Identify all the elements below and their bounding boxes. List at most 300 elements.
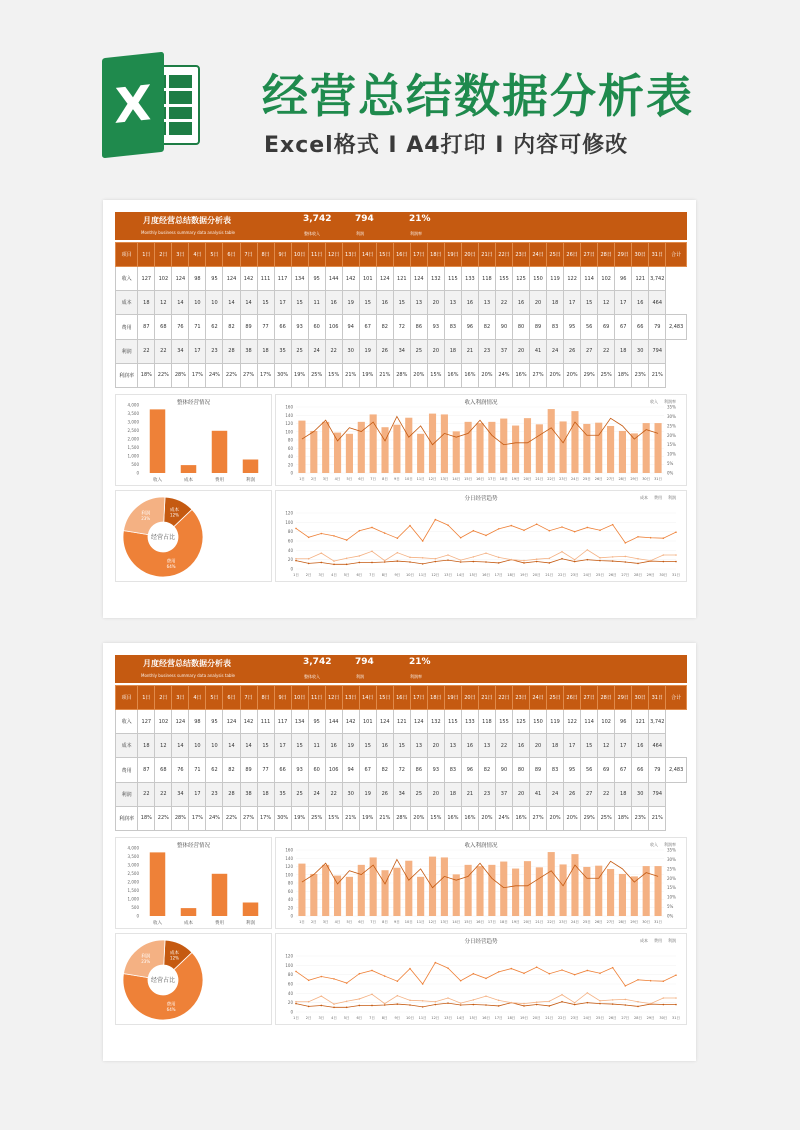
slice-label: 成本 [169, 951, 179, 957]
series-point [637, 1006, 639, 1008]
bar [150, 409, 166, 473]
table-cell: 124 [172, 710, 189, 734]
table-cell: 80 [513, 758, 530, 782]
table-header-cell: 8日 [257, 686, 274, 710]
series-point [435, 1004, 437, 1006]
bar [212, 431, 228, 473]
table-header-cell: 24日 [530, 686, 547, 710]
table-cell: 101 [359, 710, 376, 734]
table-cell: 82 [223, 758, 240, 782]
kpi-label: 利润率 [410, 231, 422, 236]
table-cell: 17 [274, 734, 291, 758]
x-tick-label: 23日 [559, 920, 568, 924]
series-point [675, 997, 677, 999]
table-row [116, 710, 687, 734]
table-cell: 2,483 [666, 758, 687, 782]
series-point [346, 1000, 348, 1002]
table-cell: 18 [615, 339, 632, 363]
income-bar [560, 864, 567, 916]
series-point [422, 1006, 424, 1008]
table-cell: 23 [478, 339, 495, 363]
x-tick-label: 29日 [630, 477, 639, 481]
table-cell: 794 [649, 782, 666, 806]
x-tick-label: 11日 [418, 573, 427, 577]
y-tick-label: 3,500 [127, 411, 139, 416]
income-bar [441, 414, 448, 473]
table-header-cell: 9日 [274, 686, 291, 710]
table-cell: 13 [410, 291, 427, 315]
table-cell: 25 [291, 782, 308, 806]
table-cell: 3,742 [649, 267, 666, 291]
income-bar [583, 867, 590, 916]
donut-center-label: 经营占比 [150, 534, 176, 541]
table-cell: 89 [530, 315, 547, 339]
series-point [587, 527, 589, 529]
series-point [650, 980, 652, 982]
table-cell: 122 [564, 267, 581, 291]
table-header-cell: 20日 [461, 243, 478, 267]
table-cell: 22% [223, 806, 240, 830]
report-subtitle: Monthly business summary data analysis table [141, 673, 236, 678]
table-cell: 13 [444, 291, 461, 315]
table-cell: 14 [223, 291, 240, 315]
series-point [295, 971, 297, 973]
table-cell: 21% [342, 363, 359, 387]
income-bar [370, 414, 377, 473]
series-point [460, 1004, 462, 1006]
table-cell: 144 [325, 710, 342, 734]
x-tick-label: 22日 [547, 920, 556, 924]
table-cell: 142 [240, 267, 257, 291]
y-tick-label: 3,000 [127, 419, 139, 425]
table-cell: 90 [495, 315, 512, 339]
x-tick-label: 8日 [381, 1016, 388, 1020]
table-cell: 118 [478, 267, 495, 291]
donut-center-label: 经营占比 [150, 977, 176, 984]
page-subtitle: Excel格式 I A4打印 I 内容可修改 [264, 133, 629, 158]
table-header-cell: 25日 [547, 686, 564, 710]
table-cell: 67 [359, 758, 376, 782]
income-bar [405, 418, 412, 473]
table-cell: 14 [223, 734, 240, 758]
income-chart-panel [275, 837, 687, 929]
kpi-label: 利润 [356, 231, 364, 236]
series-point [536, 1001, 538, 1003]
series-point [612, 999, 614, 1001]
x-tick-label: 31日 [672, 573, 680, 577]
table-row [116, 291, 687, 315]
table-cell: 11 [308, 734, 325, 758]
table-cell: 20 [427, 291, 444, 315]
income-bar [548, 852, 555, 916]
table-row [116, 806, 687, 830]
table-header-cell: 17日 [410, 243, 427, 267]
x-tick-label: 20日 [523, 920, 532, 924]
table-cell: 56 [581, 315, 598, 339]
series-point [346, 564, 348, 566]
x-tick-label: 18日 [507, 1016, 516, 1020]
table-row [116, 734, 687, 758]
table-cell: 83 [444, 315, 461, 339]
y-tick-label: 100 [285, 429, 293, 435]
table-header-cell: 18日 [427, 686, 444, 710]
series-point [308, 558, 310, 560]
table-cell: 利润 [116, 339, 138, 363]
table-cell: 16% [444, 806, 461, 830]
series-point [599, 529, 601, 531]
kpi-value: 3,742 [303, 657, 332, 667]
table-header-cell: 26日 [564, 243, 581, 267]
series-point [333, 1003, 335, 1005]
table-cell: 22 [138, 782, 155, 806]
series-point [397, 1003, 399, 1005]
table-cell: 71 [189, 315, 206, 339]
table-cell: 155 [495, 710, 512, 734]
series-line [296, 993, 676, 1004]
y-tick-label: 0 [290, 566, 293, 572]
table-header-cell: 7日 [240, 243, 257, 267]
table-cell: 24% [206, 806, 223, 830]
table-cell: 83 [444, 758, 461, 782]
table-header-cell: 21日 [478, 243, 495, 267]
series-point [409, 968, 411, 970]
series-point [511, 559, 513, 561]
x-tick-label: 21日 [545, 1016, 554, 1020]
x-tick-label: 3日 [322, 920, 329, 924]
table-cell: 17 [189, 782, 206, 806]
daily-data-table [115, 242, 687, 388]
y-tick-label: 20 [287, 557, 293, 563]
table-header-cell: 合计 [666, 243, 687, 267]
table-cell: 124 [223, 267, 240, 291]
income-bar [619, 874, 626, 916]
series-point [321, 533, 323, 535]
y-tick-label: 500 [131, 462, 139, 467]
table-cell: 72 [393, 758, 410, 782]
table-cell: 28 [223, 782, 240, 806]
table-cell: 27% [240, 806, 257, 830]
series-point [397, 552, 399, 554]
x-tick-label: 15日 [469, 1016, 478, 1020]
table-header-cell: 22日 [495, 243, 512, 267]
series-point [498, 528, 500, 530]
table-header-cell: 19日 [444, 243, 461, 267]
table-cell: 27% [240, 363, 257, 387]
x-tick-label: 30日 [642, 920, 651, 924]
table-cell: 87 [138, 315, 155, 339]
table-cell: 20% [564, 806, 581, 830]
series-point [346, 982, 348, 984]
y-tick-label: 120 [285, 953, 293, 959]
table-cell: 18 [444, 339, 461, 363]
table-header-cell: 31日 [649, 243, 666, 267]
y-tick-label: 140 [285, 412, 293, 418]
table-cell: 96 [615, 710, 632, 734]
series-point [397, 537, 399, 539]
table-header-cell: 20日 [461, 686, 478, 710]
series-point [599, 557, 601, 559]
table-cell: 115 [444, 267, 461, 291]
x-tick-label: 1日 [293, 573, 299, 577]
income-bar [465, 865, 472, 916]
table-cell: 28% [393, 363, 410, 387]
x-tick-label: 14日 [452, 477, 461, 481]
table-header-cell: 27日 [581, 243, 598, 267]
x-tick-label: 26日 [594, 477, 603, 481]
series-point [321, 995, 323, 997]
x-category-label: 费用 [215, 921, 224, 926]
series-point [473, 999, 475, 1001]
series-point [371, 993, 373, 995]
series-point [460, 561, 462, 563]
x-tick-label: 14日 [456, 1016, 465, 1020]
series-point [308, 1006, 310, 1008]
slice-percent: 64% [166, 563, 176, 569]
excel-logo-icon [100, 55, 205, 155]
x-tick-label: 21日 [545, 573, 554, 577]
table-cell: 20% [547, 806, 564, 830]
table-header-cell: 11日 [308, 243, 325, 267]
x-tick-label: 24日 [570, 920, 579, 924]
x-tick-label: 12日 [428, 920, 437, 924]
series-point [295, 1003, 297, 1005]
x-tick-label: 9日 [394, 573, 401, 577]
table-cell: 30% [274, 363, 291, 387]
slice-label: 利润 [141, 954, 151, 960]
x-category-label: 收入 [153, 478, 162, 483]
series-point [637, 1001, 639, 1003]
table-header-cell: 17日 [410, 686, 427, 710]
table-cell: 38 [240, 782, 257, 806]
series-point [485, 552, 487, 554]
table-cell: 117 [274, 710, 291, 734]
table-header-cell: 11日 [308, 686, 325, 710]
bar [212, 874, 228, 916]
series-point [625, 999, 627, 1001]
income-bar [429, 414, 436, 473]
table-header-cell: 8日 [257, 243, 274, 267]
series-point [536, 561, 538, 563]
y2-tick-label: 0% [667, 470, 674, 476]
table-cell: 14 [240, 291, 257, 315]
table-cell: 122 [564, 710, 581, 734]
table-cell: 22% [155, 363, 172, 387]
table-cell: 27 [581, 339, 598, 363]
series-point [359, 1005, 361, 1007]
series-point [447, 1002, 449, 1004]
x-tick-label: 10日 [406, 573, 414, 577]
income-combo-chart [276, 395, 688, 487]
table-cell: 22 [155, 782, 172, 806]
y-tick-label: 20 [287, 905, 293, 911]
series-point [295, 560, 297, 562]
table-cell: 20 [513, 339, 530, 363]
table-cell: 25% [308, 806, 325, 830]
table-cell: 22 [495, 291, 512, 315]
income-bar [381, 870, 388, 916]
table-cell: 19 [342, 291, 359, 315]
table-cell: 82 [478, 758, 495, 782]
y2-tick-label: 30% [667, 856, 676, 862]
report-title: 月度经营总结数据分析表 [143, 216, 231, 225]
table-cell: 17 [564, 291, 581, 315]
slice-label: 成本 [169, 508, 179, 514]
table-cell: 15 [257, 291, 274, 315]
series-point [321, 1005, 323, 1007]
bar [243, 460, 259, 473]
y-tick-label: 4,000 [127, 845, 139, 851]
series-point [663, 554, 665, 556]
x-tick-label: 19日 [511, 477, 520, 481]
table-cell: 121 [632, 267, 649, 291]
series-point [561, 551, 563, 553]
x-tick-label: 4日 [331, 573, 337, 577]
y-tick-label: 20 [287, 462, 293, 468]
series-point [637, 558, 639, 560]
series-point [536, 523, 538, 525]
series-point [384, 1003, 386, 1005]
x-tick-label: 13日 [444, 573, 452, 577]
income-bar [405, 861, 412, 916]
series-point [384, 532, 386, 534]
slice-percent: 23% [141, 516, 151, 522]
table-cell: 22 [325, 782, 342, 806]
table-header-cell: 14日 [359, 243, 376, 267]
table-header-cell: 16日 [393, 243, 410, 267]
table-cell: 15% [325, 806, 342, 830]
x-category-label: 利润 [246, 921, 255, 926]
series-point [295, 1001, 297, 1003]
table-cell: 26 [564, 782, 581, 806]
series-point [422, 563, 424, 565]
series-point [321, 562, 323, 564]
report-banner [115, 212, 687, 240]
x-tick-label: 5日 [346, 920, 353, 924]
x-tick-label: 25日 [582, 477, 591, 481]
x-tick-label: 2日 [310, 920, 317, 924]
x-tick-label: 9日 [394, 920, 400, 924]
table-header-cell: 22日 [495, 686, 512, 710]
y2-tick-label: 25% [667, 423, 676, 429]
table-cell: 22 [495, 734, 512, 758]
bar [150, 852, 166, 916]
table-header-cell: 6日 [223, 686, 240, 710]
trend-line-chart [276, 491, 688, 583]
income-chart-panel [275, 394, 687, 486]
series-point [650, 560, 652, 562]
x-tick-label: 30日 [659, 573, 668, 577]
table-cell: 794 [649, 339, 666, 363]
y-tick-label: 1,500 [127, 888, 139, 893]
table-cell: 24 [547, 339, 564, 363]
table-cell: 12 [598, 291, 615, 315]
legend-margin: 利润率 [664, 399, 676, 404]
table-cell: 60 [308, 758, 325, 782]
table-header-cell: 24日 [530, 243, 547, 267]
bar [181, 465, 197, 473]
table-cell: 18% [138, 806, 155, 830]
income-bar [560, 421, 567, 473]
table-cell: 96 [615, 267, 632, 291]
table-cell: 95 [308, 267, 325, 291]
table-cell: 82 [478, 315, 495, 339]
y-tick-label: 40 [287, 990, 293, 996]
table-header-cell: 23日 [513, 243, 530, 267]
income-bar [536, 867, 543, 916]
table-cell: 56 [581, 758, 598, 782]
y2-tick-label: 35% [667, 847, 676, 853]
table-cell: 24 [308, 339, 325, 363]
series-point [574, 1002, 576, 1004]
series-point [435, 519, 437, 521]
x-tick-label: 13日 [440, 920, 449, 924]
table-cell: 23% [632, 806, 649, 830]
x-tick-label: 6日 [358, 477, 365, 481]
series-point [650, 1003, 652, 1005]
table-cell: 16 [632, 291, 649, 315]
table-cell: 142 [342, 267, 359, 291]
income-bar [429, 857, 436, 916]
series-point [637, 979, 639, 981]
y-tick-label: 3,500 [127, 854, 139, 859]
income-bar [595, 866, 602, 916]
series-point [346, 557, 348, 559]
x-tick-label: 10日 [404, 920, 413, 924]
income-bar [465, 422, 472, 473]
x-tick-label: 4日 [331, 1016, 337, 1020]
table-header-cell: 5日 [206, 686, 223, 710]
table-cell: 10 [189, 291, 206, 315]
table-cell: 13 [478, 291, 495, 315]
table-cell: 79 [649, 758, 666, 782]
y-tick-label: 0 [290, 913, 293, 919]
table-cell: 71 [189, 758, 206, 782]
table-cell: 119 [547, 710, 564, 734]
table-cell: 18 [444, 782, 461, 806]
y2-tick-label: 15% [667, 442, 676, 448]
table-cell: 21% [376, 363, 393, 387]
series-point [675, 531, 677, 533]
x-tick-label: 14日 [452, 920, 461, 924]
table-cell: 68 [155, 315, 172, 339]
table-header-cell: 合计 [666, 686, 687, 710]
table-cell: 16% [513, 806, 530, 830]
y2-tick-label: 30% [667, 413, 676, 419]
table-cell: 18 [547, 734, 564, 758]
table-cell: 15 [581, 734, 598, 758]
x-tick-label: 17日 [487, 477, 496, 481]
income-bar [393, 868, 400, 916]
table-cell: 23 [206, 339, 223, 363]
series-point [473, 556, 475, 558]
table-cell: 19% [359, 806, 376, 830]
table-cell: 30 [632, 339, 649, 363]
table-cell: 20 [530, 734, 547, 758]
x-tick-label: 21日 [535, 477, 544, 481]
table-cell: 17% [257, 806, 274, 830]
income-bar [583, 424, 590, 473]
series-point [625, 542, 627, 544]
table-cell: 132 [427, 710, 444, 734]
legend-profit: 利润 [668, 495, 676, 500]
x-tick-label: 12日 [431, 1016, 440, 1020]
table-cell: 144 [325, 267, 342, 291]
series-point [422, 557, 424, 559]
series-point [549, 530, 551, 532]
table-header-cell: 28日 [598, 686, 615, 710]
x-tick-label: 8日 [382, 477, 388, 481]
table-cell: 119 [547, 267, 564, 291]
